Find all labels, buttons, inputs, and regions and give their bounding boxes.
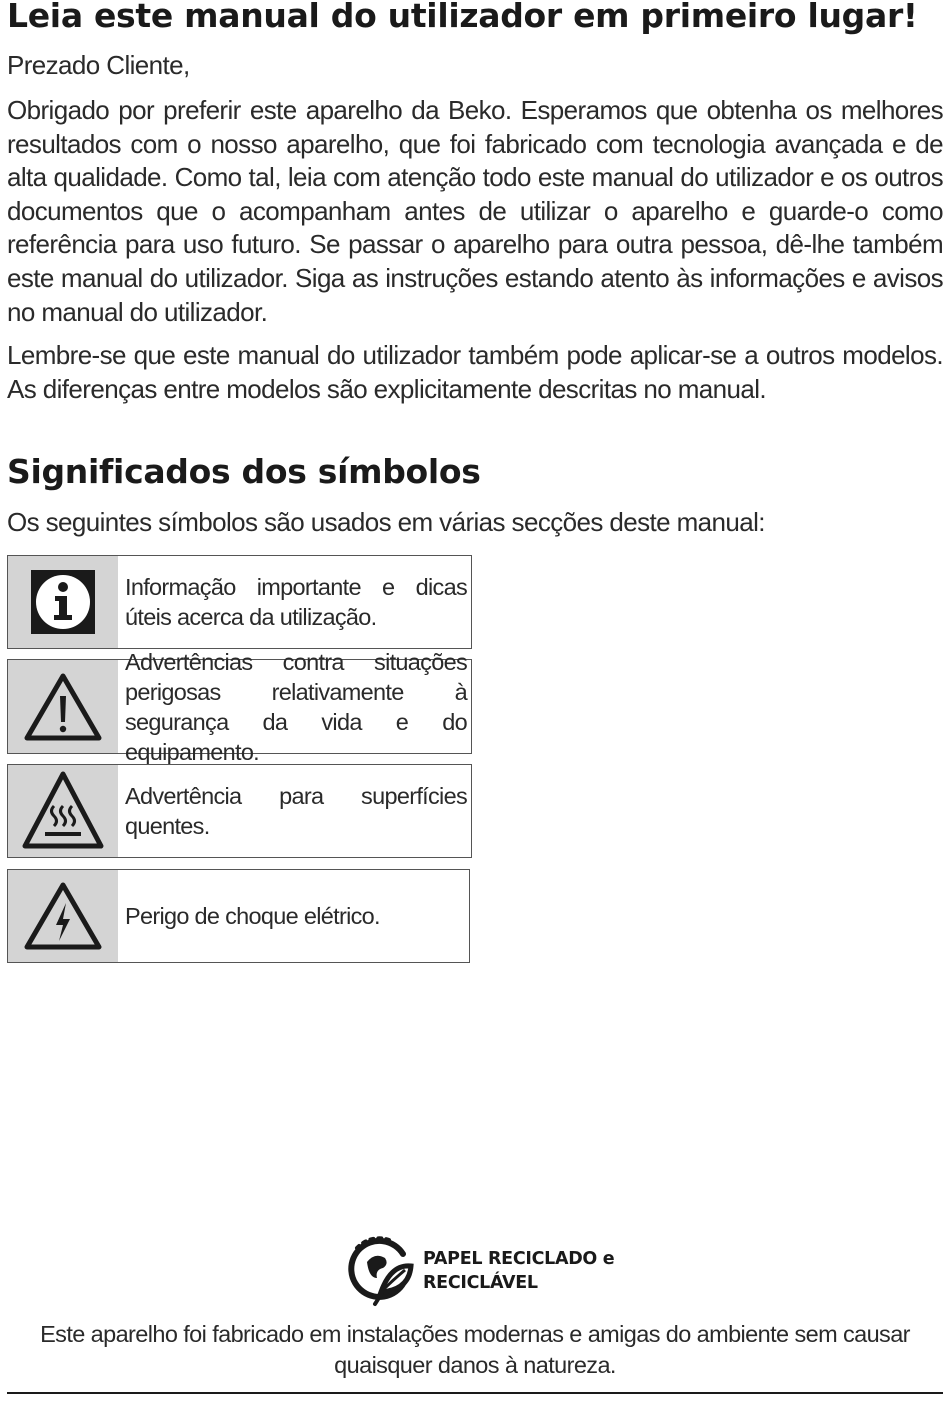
symbol-description: Advertência para superfícies quentes.	[125, 783, 467, 839]
page-title: Leia este manual do utilizador em primeiro lugar!	[7, 0, 918, 35]
symbol-row-hot-surface	[7, 764, 472, 858]
intro-paragraph: Obrigado por preferir este aparelho da Beko. Esperamos que obtenha os melhores resultados com o nosso aparelho, que foi fabricado com tecnologia avançada e de alta qualidade. Como tal, leia com atenção todo este manual do utilizador e os outros documentos que o acompanham antes de utilizar o aparelho e guarde-o como referência para uso futuro. Se passar o aparelho para outra pessoa, dê-lhe também este manual do utilizador. Siga as instruções estando atento às informações e avisos no manual do utilizador.	[7, 95, 943, 327]
symbol-row-info	[7, 555, 472, 649]
symbol-row-warning	[7, 648, 472, 765]
symbol-description: Advertências contra situações perigosas relativamente à segurança da vida e do equipamento.	[125, 648, 467, 765]
electric-shock-icon	[23, 881, 103, 951]
symbol-icon-cell	[8, 660, 118, 753]
section-title-symbols: Significados dos símbolos	[7, 452, 481, 491]
recycled-paper-label-line1: PAPEL RECICLADO e	[423, 1249, 615, 1269]
info-icon	[31, 570, 95, 634]
recycled-paper-label-line2: RECICLÁVEL	[423, 1273, 538, 1293]
symbols-intro: Os seguintes símbolos são usados em várias secções deste manual:	[7, 507, 765, 537]
environment-note: Este aparelho foi fabricado em instalações modernas e amigas do ambiente sem causar quaisquer danos à natureza.	[40, 1321, 910, 1378]
footer-divider	[7, 1392, 943, 1394]
symbol-description: Perigo de choque elétrico.	[125, 903, 380, 929]
recycled-paper-label	[423, 1247, 643, 1295]
recycled-paper-badge	[345, 1230, 645, 1312]
models-paragraph: Lembre-se que este manual do utilizador também pode aplicar-se a outros modelos. As diferenças entre modelos são explicitamente descritas no manual.	[7, 340, 943, 404]
hot-surface-icon	[21, 770, 105, 852]
symbol-icon-cell	[8, 870, 118, 962]
greeting: Prezado Cliente,	[7, 50, 190, 80]
recycled-paper-icon	[345, 1232, 415, 1308]
symbol-row-electric-shock	[7, 869, 470, 963]
symbol-description: Informação importante e dicas úteis acerca da utilização.	[125, 574, 467, 630]
symbol-icon-cell	[8, 765, 118, 857]
warning-icon	[23, 672, 103, 742]
symbol-icon-cell	[8, 556, 118, 648]
